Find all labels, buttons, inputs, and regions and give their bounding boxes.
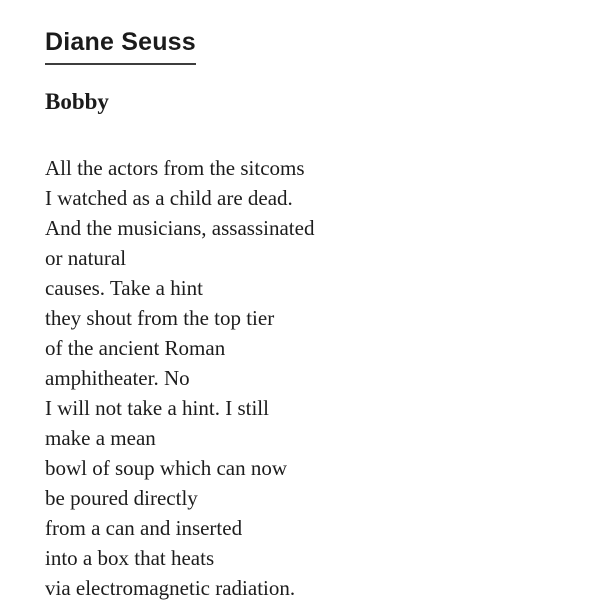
poem-line: And the musicians, assassinated [45,216,315,240]
poem-line: they shout from the top tier [45,306,275,330]
poem-body [45,153,582,603]
poem-line: I watched as a child are dead. [45,186,293,210]
poem-line: into a box that heats [45,546,215,570]
poem-title: Bobby [45,89,109,114]
poem-line: causes. Take a hint [45,276,203,300]
poem-line: bowl of soup which can now [45,456,288,480]
author-name: Diane Seuss [45,30,196,65]
poem-line: All the actors from the sitcoms [45,156,305,180]
poem-line: from a can and inserted [45,516,243,540]
poem-line: make a mean [45,426,156,450]
poem-line: via electromagnetic radiation. [45,576,296,600]
poem-line: I will not take a hint. I still [45,396,269,420]
poem-line: amphitheater. No [45,366,190,390]
author-heading-row [45,30,582,65]
poem-line: of the ancient Roman [45,336,226,360]
poem-line: be poured directly [45,486,198,510]
poem-line: or natural [45,246,127,270]
